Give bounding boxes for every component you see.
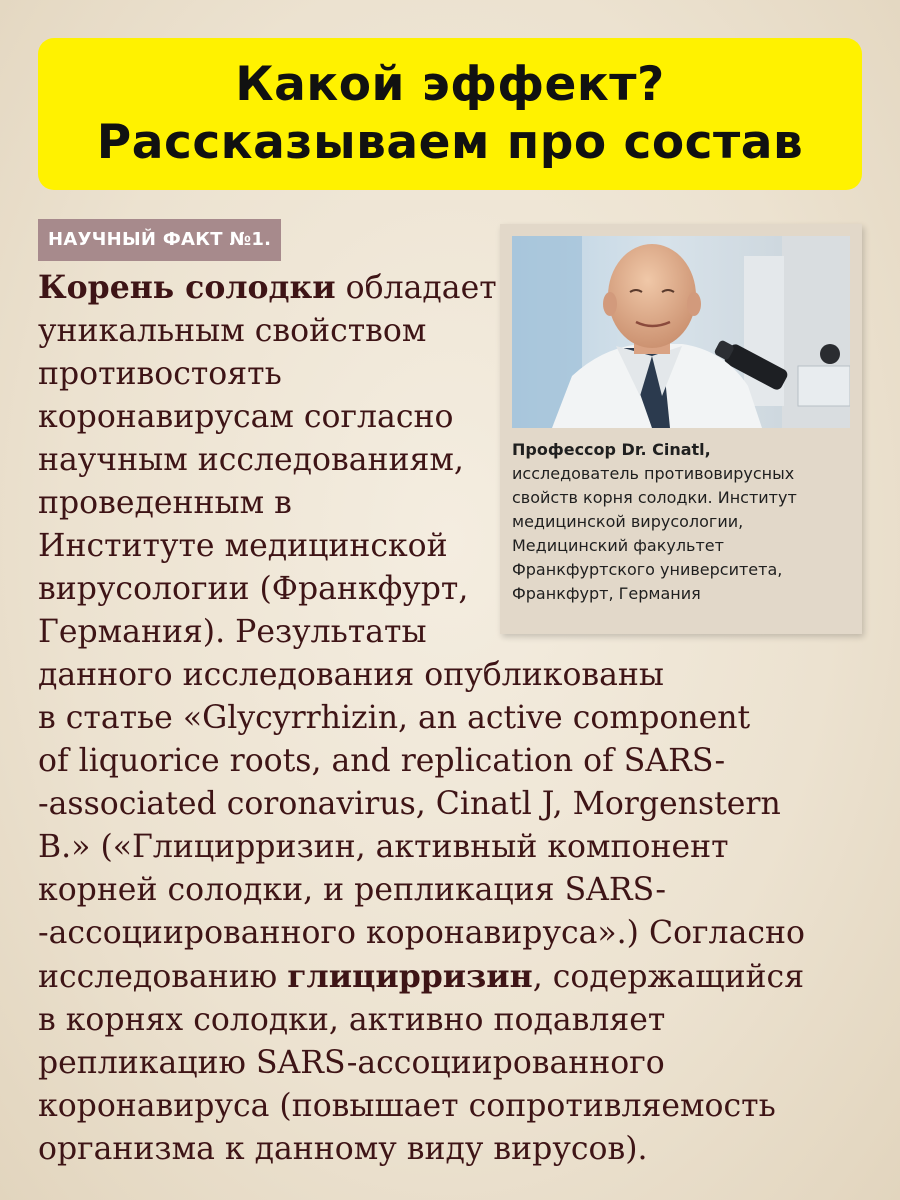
article-line: вирусологии (Франкфурт, bbox=[38, 571, 469, 607]
fact-label: НАУЧНЫЙ ФАКТ №1. bbox=[38, 219, 281, 261]
article-line: коронавирусам согласно bbox=[38, 399, 454, 435]
article-line: корней солодки, и репликация SARS- bbox=[38, 872, 666, 908]
article-line: -associated coronavirus, Cinatl J, Morgenstern bbox=[38, 786, 781, 822]
header-title-line1: Какой эффект? bbox=[235, 57, 665, 112]
header-banner bbox=[38, 38, 862, 190]
caption-name: Профессор Dr. Cinatl, bbox=[512, 440, 711, 459]
article-line: Корень солодки обладает bbox=[38, 269, 497, 306]
article-line: Германия). Результаты bbox=[38, 614, 427, 650]
article-line: данного исследования опубликованы bbox=[38, 657, 664, 693]
caption-line: исследователь противовирусных bbox=[512, 464, 795, 483]
article-line: -ассоциированного коронавируса».) Согласно bbox=[38, 915, 805, 951]
highlight-glycyrrhizin: глицирризин bbox=[287, 958, 533, 995]
article-line: в корнях солодки, активно подавляет bbox=[38, 1002, 666, 1038]
highlight-licorice-root: Корень солодки bbox=[38, 269, 336, 306]
article-line: проведенным в bbox=[38, 485, 292, 521]
caption-line: Франкфурт, Германия bbox=[512, 584, 701, 603]
article-line: уникальным свойством bbox=[38, 313, 427, 349]
article-line: Институте медицинской bbox=[38, 528, 448, 564]
caption-line: медицинской вирусологии, bbox=[512, 512, 744, 531]
caption-line: Медицинский факультет bbox=[512, 536, 724, 555]
article-text bbox=[38, 266, 868, 1171]
article-line: организма к данному виду вирусов). bbox=[38, 1131, 648, 1167]
article-line: исследованию глицирризин, содержащийся bbox=[38, 958, 805, 995]
article-line: B.» («Глицирризин, активный компонент bbox=[38, 829, 729, 865]
article-line: коронавируса (повышает сопротивляемость bbox=[38, 1088, 776, 1124]
article-line: в статье «Glycyrrhizin, an active component bbox=[38, 700, 751, 736]
article-line: противостоять bbox=[38, 356, 282, 392]
article-line: научным исследованиям, bbox=[38, 442, 464, 478]
article-line: репликацию SARS-ассоциированного bbox=[38, 1045, 665, 1081]
caption-line: свойств корня солодки. Институт bbox=[512, 488, 797, 507]
caption-line: Франкфуртского университета, bbox=[512, 560, 783, 579]
article-line: of liquorice roots, and replication of SARS- bbox=[38, 743, 726, 779]
header-title-line2: Рассказываем про состав bbox=[96, 115, 804, 170]
